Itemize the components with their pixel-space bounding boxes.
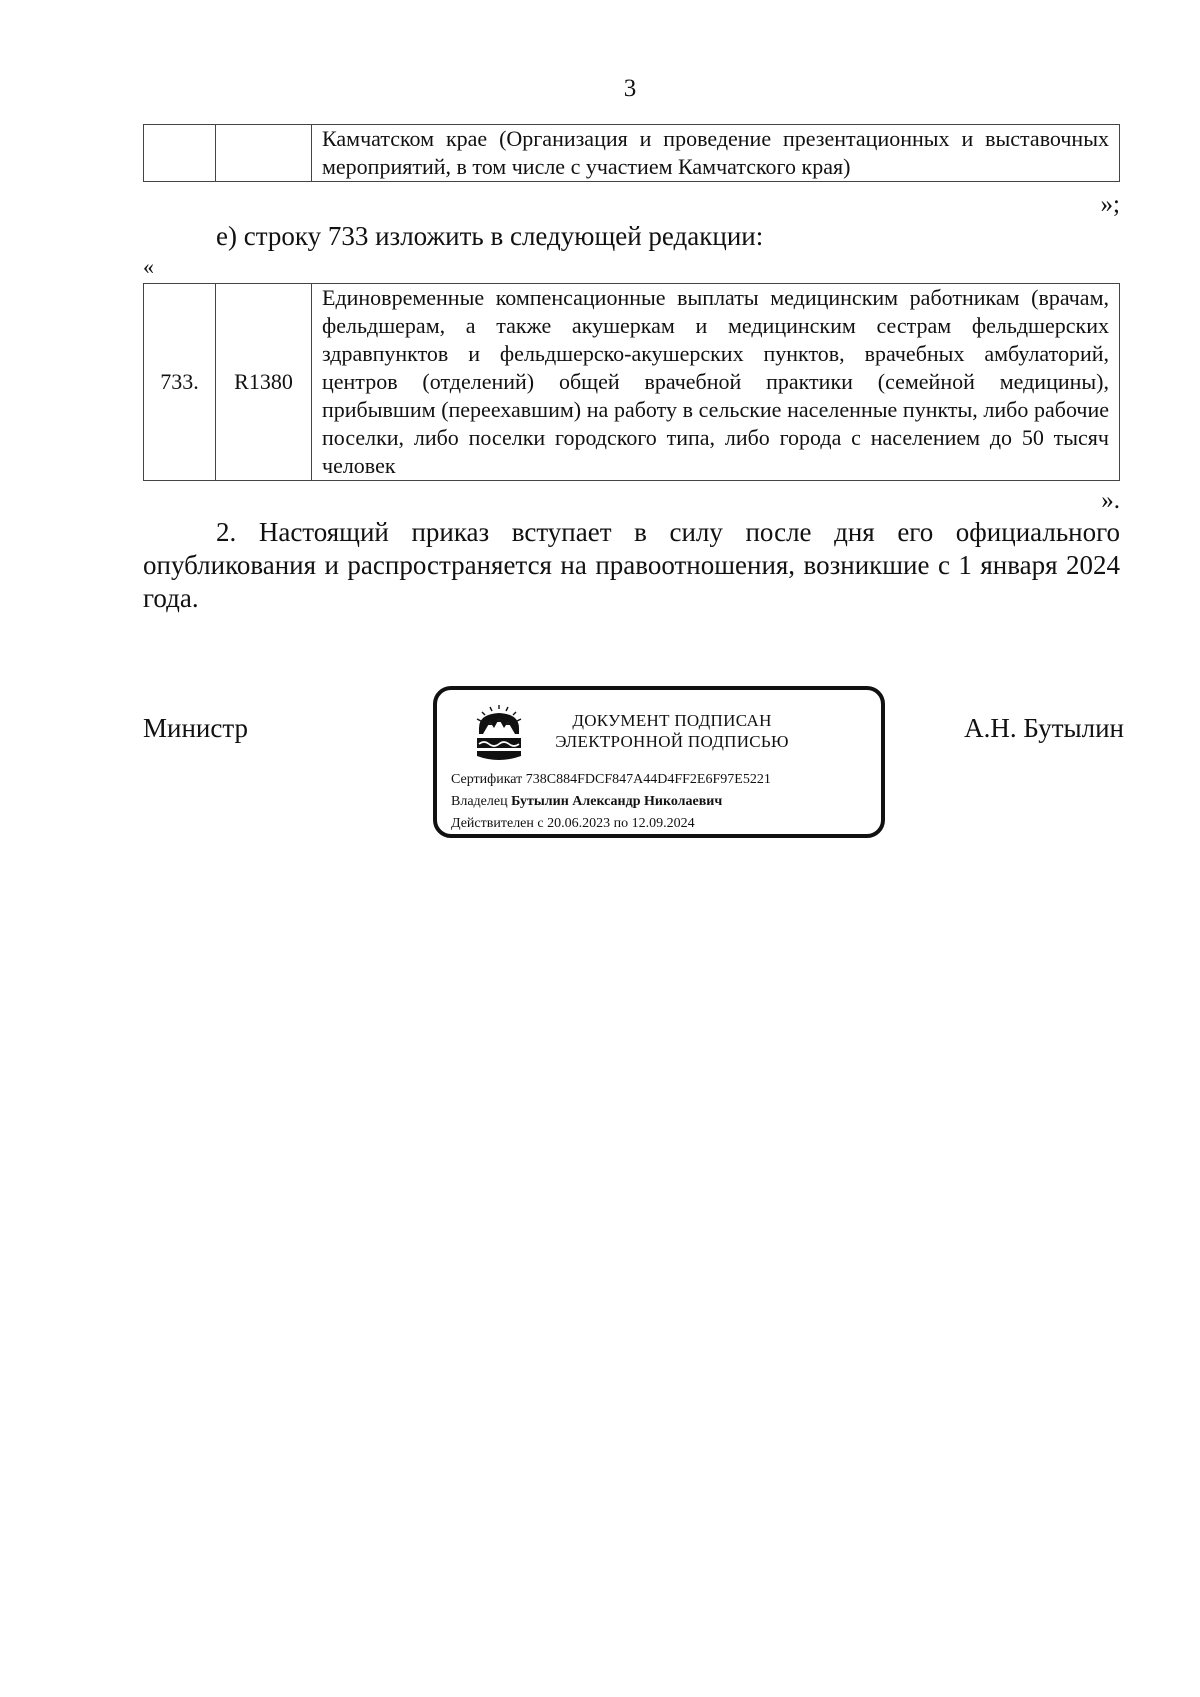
- table-continued: [143, 124, 1120, 182]
- stamp-validity: [451, 815, 695, 833]
- row-text-cell: Камчатском крае (Организация и проведение презентационных и выставочных мероприятий, в том числе с участием Камчатского края): [312, 125, 1120, 182]
- stamp-owner-label: Владелец: [451, 794, 508, 809]
- table-row: [144, 284, 1120, 481]
- signer-name: А.Н. Бутылин: [964, 713, 1124, 743]
- stamp-owner-value: Бутылин Александр Николаевич: [511, 794, 723, 809]
- row-code-cell: [216, 125, 312, 182]
- stamp-heading-line1: ДОКУМЕНТ ПОДПИСАН: [572, 711, 772, 730]
- stamp-owner: [451, 793, 722, 811]
- stamp-certificate: [451, 771, 771, 789]
- stamp-validity-label: Действителен с: [451, 816, 544, 831]
- effective-date-paragraph: 2. Настоящий приказ вступает в силу после дня его официального опубликования и распространяется на правоотношения, возникшие с 1 января 2024 года.: [143, 517, 1120, 613]
- amendment-instruction: е) строку 733 изложить в следующей редакции:: [216, 221, 764, 251]
- stamp-heading: [547, 710, 797, 752]
- row-number-cell: 733.: [144, 284, 216, 481]
- closing-quote: »;: [1100, 191, 1120, 218]
- stamp-heading-line2: ЭЛЕКТРОННОЙ ПОДПИСЬЮ: [555, 732, 789, 751]
- stamp-certificate-label: Сертификат: [451, 772, 523, 787]
- closing-quote: ».: [1101, 487, 1120, 514]
- kamchatka-emblem-icon: [473, 704, 525, 764]
- table-row: [144, 125, 1120, 182]
- row-number-cell: [144, 125, 216, 182]
- stamp-validity-to: 12.09.2024: [631, 816, 695, 831]
- row-text-cell: Единовременные компенсационные выплаты медицинским работникам (врачам, фельдшерам, а также акушеркам и медицинским сестрам фельдшерских здравпунктов и фельдшерско-акушерских пунктов, врачебных амбулаторий, центров (отделений) общей врачебной практики (семейной медицины), прибывшим (переехавшим) на работу в сельские населенные пункты, либо рабочие поселки, либо поселки городского типа, либо города с населением до 50 тысяч человек: [312, 284, 1120, 481]
- stamp-validity-from: 20.06.2023: [547, 816, 611, 831]
- row-code-cell: R1380: [216, 284, 312, 481]
- signer-title: Министр: [143, 713, 248, 743]
- opening-quote: «: [143, 254, 154, 279]
- stamp-validity-to-label: по: [613, 816, 629, 831]
- table-row-733: [143, 283, 1120, 481]
- electronic-signature-stamp: [433, 686, 885, 838]
- stamp-certificate-value: 738C884FDCF847A44D4FF2E6F97E5221: [525, 772, 771, 787]
- page-number: 3: [623, 75, 637, 102]
